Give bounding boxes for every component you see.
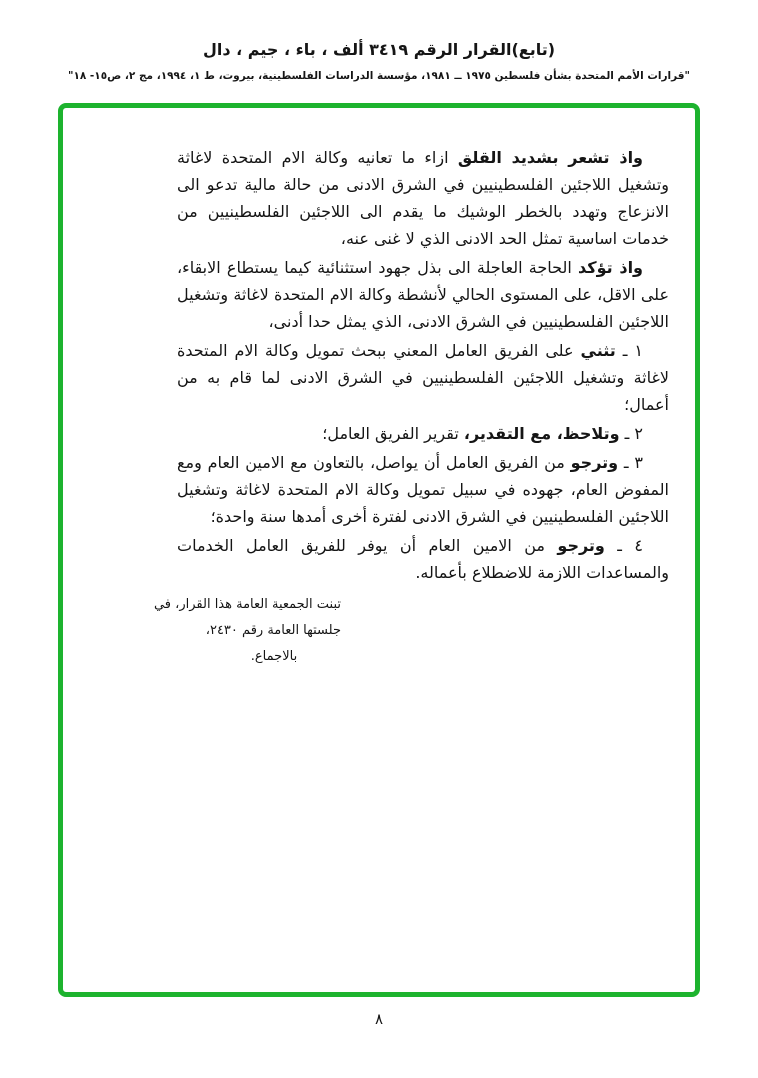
paragraph-preamble-1 [177, 144, 669, 252]
paragraph-operative-3 [177, 449, 669, 530]
adoption-note-line: جلستها العامة رقم ٢٤٣٠، [205, 623, 341, 638]
paragraph-lead: واذ تؤكد [578, 258, 643, 277]
paragraph-operative-4 [177, 532, 669, 586]
paragraph-text: على الفريق العامل المعني ببحث تمويل وكالة الام المتحدة لاغاثة وتشغيل اللاجئين الفلسطينيين في الشرق الادنى لما قام به من أعمال؛ [177, 341, 669, 414]
adoption-note [153, 592, 341, 670]
page-number: ٨ [374, 1010, 384, 1028]
paragraph-lead: وترجو [557, 536, 605, 555]
paragraph-text: تقرير الفريق العامل؛ [322, 424, 459, 443]
paragraph-text: الحاجة العاجلة الى بذل جهود استثنائية كيما يستطاع الابقاء، على الاقل، على المستوى الحالي لأنشطة وكالة الام المتحدة لاغاثة وتشغيل اللاجئين الفلسطينيين في الشرق الادنى، الذي يمثل حدا أدنى، [177, 258, 669, 331]
paragraph-lead: تثني [580, 341, 616, 360]
paragraph-number: ٢ ـ [624, 424, 643, 443]
paragraph-operative-1 [177, 337, 669, 418]
adoption-note-line: تبنت الجمعية العامة هذا القرار، في [153, 597, 341, 612]
paragraph-text: ازاء ما تعانيه وكالة الام المتحدة لاغاثة وتشغيل اللاجئين الفلسطينيين في الشرق الادنى من حالة مالية تدعو الى الانزعاج وتهدد بالخطر الوشيك ما يقدم الى اللاجئين الفلسطينيين من خدمات اساسية تمثل الحد الادنى الذي لا غنى عنه، [177, 148, 669, 248]
paragraph-number: ٤ ـ [617, 536, 643, 555]
green-border-frame [58, 103, 700, 997]
paragraph-number: ٣ ـ [623, 453, 644, 472]
resolution-title: (تابع)القرار الرقم ٣٤١٩ ألف ، باء ، جيم ، دال [202, 40, 556, 59]
paragraph-lead: واذ تشعر بشديد القلق [457, 148, 643, 167]
paragraph-text: من الامين العام أن يوفر للفريق العامل الخدمات والمساعدات اللازمة للاضطلاع بأعماله. [177, 536, 669, 582]
paragraph-lead: وتلاحظ، مع التقدير، [463, 424, 620, 443]
paragraph-number: ١ ـ [622, 341, 643, 360]
paragraph-preamble-2 [177, 254, 669, 335]
adoption-note-line: بالاجماع. [250, 649, 298, 664]
resolution-body [153, 144, 669, 670]
paragraph-operative-2 [177, 420, 669, 447]
paragraph-lead: وترجو [570, 453, 619, 472]
paragraph-text: من الفريق العامل أن يواصل، بالتعاون مع الامين العام ومع المفوض العام، جهوده في سبيل تمويل وكالة الام المتحدة لاغاثة وتشغيل اللاجئين الفلسطينيين في الشرق الادنى لفترة أخرى أمدها سنة واحدة؛ [177, 453, 669, 526]
source-citation: "قرارات الأمم المتحدة بشأن فلسطين ١٩٧٥ ــ ١٩٨١، مؤسسة الدراسات الفلسطينية، بيروت، ط ١، ١٩٩٤، مج ٢، ص١٥- ١٨" [67, 70, 691, 82]
